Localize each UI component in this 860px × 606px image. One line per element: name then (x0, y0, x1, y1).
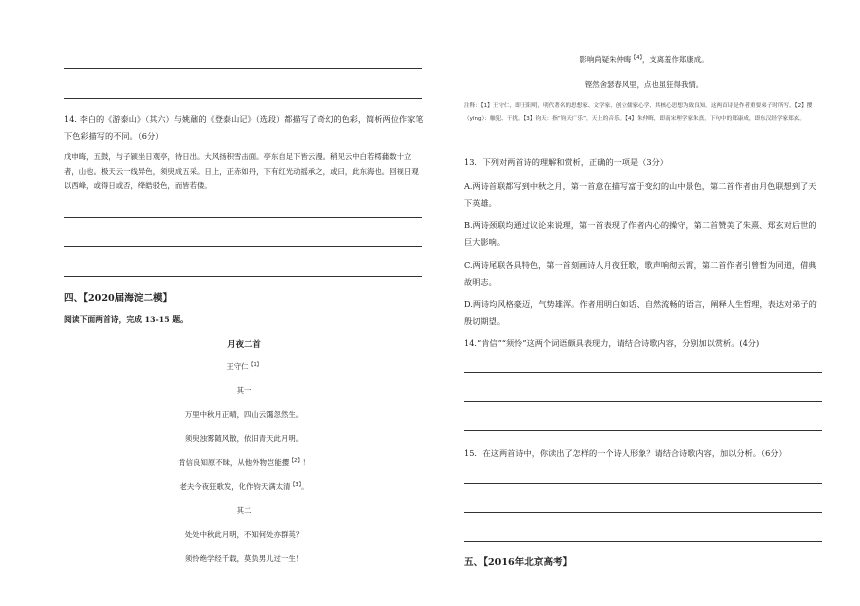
poem-line: 须怜绝学经千载，莫负男儿过一生！ (184, 554, 304, 563)
section-5-title: 五、【2016年北京高考】 (464, 557, 573, 568)
answer-line[interactable] (464, 401, 822, 402)
answer-line[interactable] (464, 483, 822, 484)
section-4-instruction: 阅读下面两首诗，完成 13-15 题。 (64, 315, 188, 324)
question-15-prompt: 15．在这两首诗中，你读出了怎样的一个诗人形象？请结合诗歌内容，加以分析。（6分） (464, 448, 787, 458)
poem-subtitle-2: 其二 (236, 506, 252, 515)
question-14-prompt-2: 14.“肯信”“须怜”这两个词语颇具表现力，请结合诗歌内容，分别加以赏析。(4分) (464, 338, 760, 348)
option-a: A.两诗首联都写到中秋之月，第一首意在描写富于变幻的山中景色，第二首作者由月色联想到了天下英雄。 (464, 181, 817, 208)
footnote-mark: 【2】 (289, 458, 303, 464)
poem-line: 影响尚疑朱仲晦$^{【4】}$，支离羞作郑康成。 (579, 55, 709, 64)
question-13-prompt: 13．下列对两首诗的理解和赏析，正确的一项是（3分） (464, 157, 668, 167)
answer-line[interactable] (464, 512, 822, 513)
poem-line: 肯信良知原不昧，从他外物岂能撄$^{【2】}$！ (178, 458, 310, 467)
footnote-mark: 【3】 (290, 482, 302, 488)
answer-line[interactable] (64, 276, 422, 277)
poem-line: 老夫今夜狂歌发，化作钧天满太清$^{【3】}$。 (179, 482, 309, 491)
footnote-mark: 【4】 (631, 55, 642, 61)
q14-passage: 戊申晦，五鼓，与子颍坐日观亭，待日出。大风扬积雪击面。亭东自足下皆云漫。稍见云中白若樗蒱数十立者，山也。极天云一线异色，须臾成五采。日上，正赤如丹，下有红光动摇承之，或曰，此东海也。回视日观以西峰，或得日或否，绛皓驳色，而皆若偻。 (64, 152, 419, 190)
poem-line: 处处中秋此月明，不知何处亦群英？ (184, 530, 304, 539)
poem-line: 万里中秋月正晴，四山云霭忽然生。 (184, 410, 304, 419)
answer-line[interactable] (64, 98, 422, 99)
answer-line[interactable] (464, 541, 822, 542)
poem-author: 王守仁$^{【1】}$ (226, 362, 262, 371)
answer-line[interactable] (64, 217, 422, 218)
question-14-prompt: 14. 李白的《游泰山》（其六）与姚鼐的《登泰山记》（选段）都描写了奇幻的色彩，简析两位作家笔下色彩描写的不同。（6分） (64, 114, 424, 141)
option-b: B.两诗颈联均通过议论来说理，第一首表现了作者内心的操守，第二首赞美了朱熹、郑玄对后世的巨大影响。 (464, 220, 817, 247)
option-c: C.两诗尾联各具特色，第一首刻画诗人月夜狂歌，歌声响彻云霄，第二首作者引曾晳为同道，借典故明志。 (464, 260, 817, 287)
answer-line[interactable] (64, 246, 422, 247)
option-d: D.两诗均风格豪迈，气势雄浑。作者用明白如话、自然流畅的语言，阐释人生哲理，表达对弟子的殷切期望。 (464, 299, 817, 326)
poem-subtitle-1: 其一 (236, 386, 252, 395)
section-4-title: 四、【2020届海淀二模】 (64, 293, 173, 304)
poem-line: 须臾浊雾随风散，依旧青天此月明。 (184, 434, 304, 443)
poem-line: 铿然舍瑟春风里，点也虽狂得我情。 (584, 80, 704, 89)
footnotes: 注释：【1】王守仁，即王阳明，明代著名的思想家、文学家，创立儒家心学，其核心思想为致良知。这两首诗是作者重要弟子时所写。【2】撄（yīng）：触犯、干扰。【3】钧天：指“钧天广乐”，天上的音乐。【4】朱仲晦，即南宋理学家朱熹，下句中的郑康成，即东汉经学家郑玄。 (464, 103, 813, 122)
answer-line[interactable] (464, 430, 822, 431)
answer-line[interactable] (64, 68, 422, 69)
poem-title: 月夜二首 (227, 339, 261, 349)
answer-line[interactable] (464, 372, 822, 373)
footnote-mark: 【1】 (248, 362, 262, 368)
